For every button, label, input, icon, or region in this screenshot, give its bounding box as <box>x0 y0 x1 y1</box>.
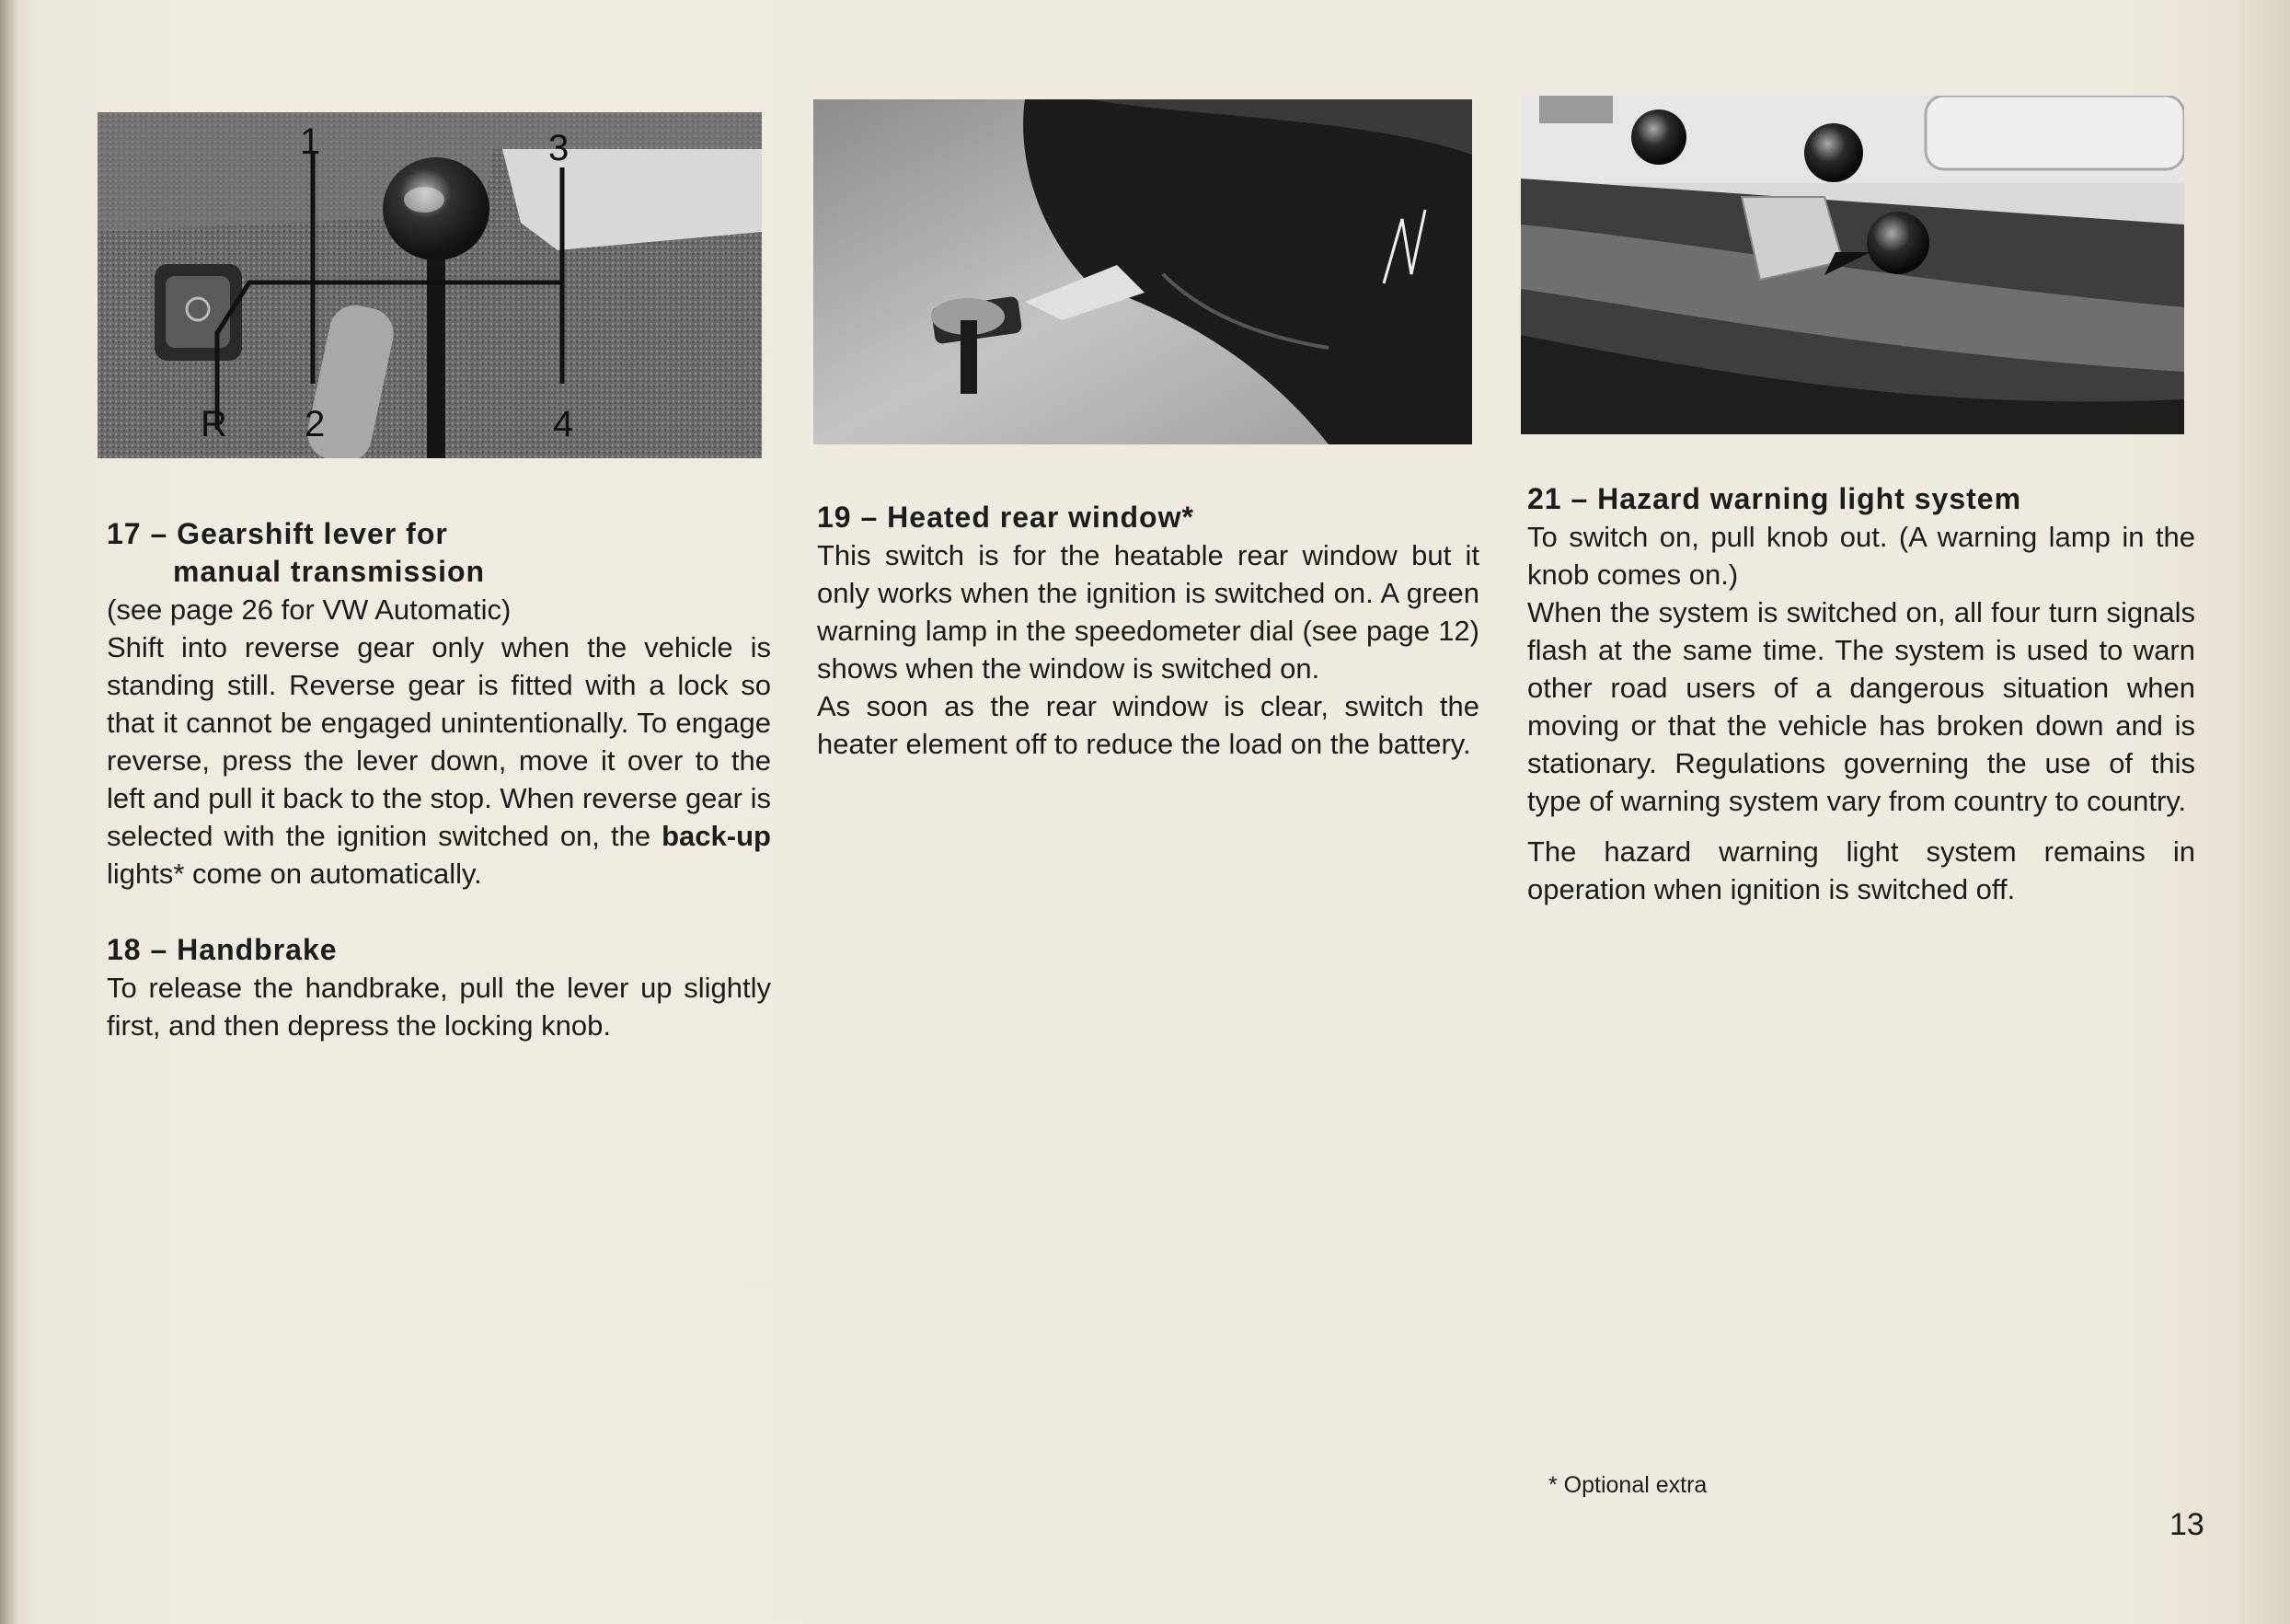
section-21-column <box>1527 480 2195 908</box>
section-18-heading: 18 – Handbrake <box>107 933 338 966</box>
gear-label-1: 1 <box>300 121 321 162</box>
section-17-heading: 17 – Gearshift lever for <box>107 517 448 550</box>
page-binding-shadow <box>0 0 20 1624</box>
section-21-body-3: The hazard warning light system remains in operation when ignition is switched off. <box>1527 835 2195 905</box>
section-19-column <box>817 499 1479 763</box>
page-number: 13 <box>2169 1507 2204 1542</box>
gear-label-r: R <box>201 404 227 444</box>
section-21-heading: 21 – Hazard warning light system <box>1527 482 2022 515</box>
optional-extra-footnote: * Optional extra <box>1548 1472 1708 1498</box>
section-17-body <box>107 628 771 893</box>
section-19-body-1: This switch is for the heatable rear window but it only works when the ignition is switched on. A green warning lamp in the speedometer dial (see page 12) shows when the window is switched on. <box>817 539 1479 685</box>
section-21-body-2: When the system is switched on, all four turn signals flash at the same time. The system is used to warn other road users of a dangerous situation when moving or that the vehicle has broken down and is stationary. Regulations governing the use of this type of warning system vary from country to country. <box>1527 596 2195 817</box>
section-19-heading: 19 – Heated rear window* <box>817 501 1194 534</box>
section-17-body-end: lights* come on automatically. <box>107 858 482 890</box>
gear-label-3: 3 <box>548 128 570 168</box>
hazard-switch-photo <box>1521 96 2184 434</box>
heated-window-switch-photo <box>813 99 1472 444</box>
back-up-bold-term: back-up <box>662 820 771 852</box>
section-19-body-2: As soon as the rear window is clear, switch the heater element off to reduce the load on the battery. <box>817 690 1479 760</box>
gear-label-4: 4 <box>553 404 574 444</box>
section-17-subheading: (see page 26 for VW Automatic) <box>107 593 512 626</box>
section-17-heading-line2: manual transmission <box>173 555 486 588</box>
section-17-column <box>107 515 771 1044</box>
gearshift-photo <box>98 112 762 458</box>
section-17-body-text: Shift into reverse gear only when the vehicle is standing still. Reverse gear is fitted with a lock so that it cannot be engaged unintentionally. To engage reverse, press the lever down, move it over to the left and pull it back to the stop. When reverse gear is selected with the ignition switched on, the <box>107 631 771 852</box>
gear-label-2: 2 <box>305 404 326 444</box>
section-21-body-1: To switch on, pull knob out. (A warning lamp in the knob comes on.) <box>1527 521 2195 591</box>
section-18-body: To release the handbrake, pull the lever up slightly first, and then depress the locking knob. <box>107 972 771 1042</box>
